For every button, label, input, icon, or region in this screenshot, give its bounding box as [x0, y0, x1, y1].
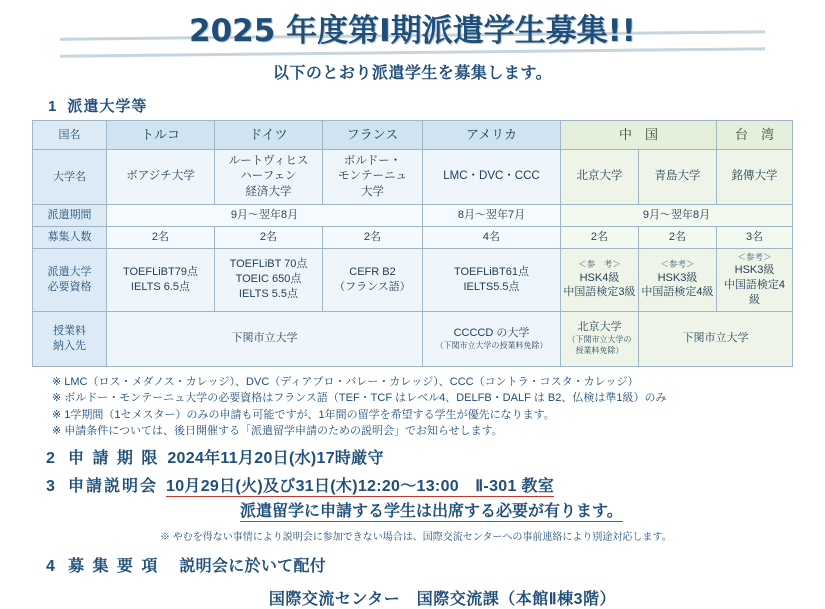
country-turkey: トルコ — [106, 121, 214, 150]
qualification-france — [322, 248, 422, 311]
qualification-china-1-line2: 中国語検定3級 — [563, 286, 636, 299]
section-3-small-note: ※ やむを得ない事情により説明会に参加できない場合は、国際交流センターへの事前連絡により別途対応します。 — [160, 531, 672, 543]
tuition-china-1-line3: 授業料免除） — [575, 346, 624, 356]
quota-france: 2名 — [322, 226, 422, 248]
university-germany — [214, 150, 322, 205]
qualification-taiwan-line1: HSK3級 — [734, 264, 775, 277]
row-label-country: 国名 — [32, 121, 106, 150]
section-1-heading — [48, 95, 825, 116]
note-mark-1: ※ — [52, 375, 62, 388]
qualification-china-2-ref: ＜参考＞ — [660, 259, 695, 270]
qualification-china-1-line1: HSK4級 — [579, 271, 620, 284]
notes-list — [52, 374, 825, 440]
university-france-line3: 大学 — [360, 185, 384, 198]
footer-contact: 国際交流センター 国際交流課（本館Ⅱ棟3階） — [268, 590, 617, 608]
university-france — [322, 150, 422, 205]
section-1-label: 派遣大学等 — [67, 98, 148, 115]
qualification-china-1 — [560, 248, 638, 311]
period-left: 9月～翌年8月 — [106, 205, 422, 227]
university-germany-line3: 経済大学 — [245, 185, 292, 198]
section-4-label: 募 集 要 項 — [68, 557, 160, 575]
quota-china-2: 2名 — [638, 226, 716, 248]
country-china: 中 国 — [560, 121, 716, 150]
tuition-left: 下関市立大学 — [106, 311, 422, 366]
section-2-number: 2 — [46, 449, 56, 467]
qualification-usa-line2: IELTS5.5点 — [463, 280, 520, 293]
section-3-emphasis-wrap — [120, 496, 825, 522]
row-label-qualification — [32, 248, 106, 311]
qualification-china-2-line2: 中国語検定4級 — [641, 286, 714, 299]
tuition-usa-line2: （下関市立大学の授業料免除） — [435, 340, 548, 350]
quota-taiwan: 3名 — [717, 226, 793, 248]
section-3-emphasis: 派遣留学に申請する学生は出席する必要が有ります。 — [240, 498, 623, 522]
section-4-number: 4 — [46, 557, 56, 575]
table-row-quota — [32, 226, 792, 248]
note-item-2 — [52, 390, 825, 407]
qualification-china-2-line1: HSK3級 — [657, 271, 698, 284]
university-usa: LMC・DVC・CCC — [422, 150, 560, 205]
note-text-1: LMC（ロス・メダノス・カレッジ）、DVC（ディアブロ・バレー・カレッジ）、CCC（コントラ・コスタ・カレッジ） — [64, 375, 639, 388]
qualification-germany-line2: TOEIC 650点 — [235, 273, 302, 286]
note-item-3 — [52, 407, 825, 424]
university-france-line1: ボルドー・ — [343, 154, 402, 167]
row-label-tuition-line2: 納入先 — [52, 339, 86, 352]
row-label-qualification-line2: 必要資格 — [47, 280, 92, 293]
university-turkey: ボアジチ大学 — [106, 150, 214, 205]
qualification-taiwan-ref: ＜参考＞ — [737, 251, 772, 262]
university-china-2: 青島大学 — [638, 150, 716, 205]
poster-page — [0, 8, 825, 608]
note-mark-4: ※ — [52, 425, 62, 438]
section-3-label: 申請説明会 — [68, 477, 159, 495]
country-taiwan: 台 湾 — [717, 121, 793, 150]
university-china-1: 北京大学 — [560, 150, 638, 205]
period-right: 9月～翌年8月 — [560, 205, 792, 227]
quota-turkey: 2名 — [106, 226, 214, 248]
note-text-3: 1学期間（1セメスター）のみの申請も可能ですが、1年間の留学を希望する学生が優先になります。 — [64, 408, 555, 421]
qualification-germany-line1: TOEFLiBT 70点 — [229, 258, 308, 271]
tuition-usa — [422, 311, 560, 366]
university-france-line2: モンテーニュ — [337, 170, 407, 183]
qualification-germany — [214, 248, 322, 311]
section-4 — [46, 553, 825, 576]
qualification-france-line2: （フランス語） — [334, 280, 411, 293]
row-label-period: 派遣期間 — [32, 205, 106, 227]
country-france: フランス — [322, 121, 422, 150]
table-row-university — [32, 150, 792, 205]
tuition-right: 下関市立大学 — [638, 311, 792, 366]
note-text-2: ボルドー・モンテーニュ大学の必要資格はフランス語（TEF・TCF はレベル4、DELFB・DALF は B2、仏検は準1級）のみ — [64, 392, 667, 405]
table-row-period — [32, 205, 792, 227]
row-label-qualification-line1: 派遣大学 — [47, 265, 92, 278]
section-1-number: 1 — [48, 98, 58, 115]
note-item-4 — [52, 423, 825, 440]
title-banner — [0, 8, 825, 56]
tuition-china-1-line1: 北京大学 — [577, 321, 622, 334]
table-row-qualification — [32, 248, 792, 311]
qualification-china-2 — [638, 248, 716, 311]
row-label-quota: 募集人数 — [32, 226, 106, 248]
section-2 — [46, 445, 825, 468]
page-subtitle: 以下のとおり派遣学生を募集します。 — [272, 65, 553, 82]
section-2-value: 2024年11月20日(水)17時厳守 — [167, 449, 384, 467]
country-germany: ドイツ — [214, 121, 322, 150]
qualification-usa-line1: TOEFLiBT61点 — [453, 265, 529, 278]
qualification-china-1-ref: ＜参 考＞ — [578, 259, 621, 270]
qualification-france-line1: CEFR B2 — [349, 265, 396, 278]
qualification-usa — [422, 248, 560, 311]
university-germany-line2: ハーフェン — [240, 170, 297, 183]
qualification-turkey-line1: TOEFLiBT79点 — [122, 265, 198, 278]
table-row-country — [32, 121, 792, 150]
qualification-turkey — [106, 248, 214, 311]
qualification-taiwan-line2: 中国語検定4級 — [723, 279, 786, 306]
note-item-1 — [52, 374, 825, 391]
country-usa: アメリカ — [422, 121, 560, 150]
university-taiwan: 銘傳大学 — [717, 150, 793, 205]
section-2-label: 申 請 期 限 — [68, 449, 160, 467]
row-label-tuition — [32, 311, 106, 366]
note-mark-2: ※ — [52, 392, 62, 405]
period-usa: 8月～翌年7月 — [422, 205, 560, 227]
table-row-tuition — [32, 311, 792, 366]
section-3 — [46, 473, 825, 496]
tuition-usa-line1: CCCCD の大学 — [453, 326, 530, 339]
tuition-china-1 — [560, 311, 638, 366]
program-table — [32, 120, 793, 367]
qualification-taiwan — [717, 248, 793, 311]
quota-usa: 4名 — [422, 226, 560, 248]
section-4-value: 説明会に於いて配付 — [179, 557, 327, 575]
quota-china-1: 2名 — [560, 226, 638, 248]
university-germany-line1: ルートヴィヒス — [228, 154, 309, 167]
qualification-germany-line3: IELTS 5.5点 — [238, 288, 299, 301]
row-label-tuition-line1: 授業料 — [52, 324, 86, 337]
section-3-number: 3 — [46, 477, 56, 495]
page-title: 2025 年度第Ⅰ期派遣学生募集!! — [189, 13, 636, 49]
section-3-value: 10月29日(火)及び31日(木)12:20～13:00 Ⅱ-301 教室 — [166, 477, 555, 495]
note-mark-3: ※ — [52, 408, 62, 421]
qualification-turkey-line2: IELTS 6.5点 — [130, 280, 191, 293]
note-text-4: 申請条件については、後日開催する「派遣留学申請のための説明会」でお知らせします。 — [64, 425, 503, 438]
quota-germany: 2名 — [214, 226, 322, 248]
row-label-university: 大学名 — [32, 150, 106, 205]
tuition-china-1-line2: （下関市立大学の — [567, 335, 632, 345]
